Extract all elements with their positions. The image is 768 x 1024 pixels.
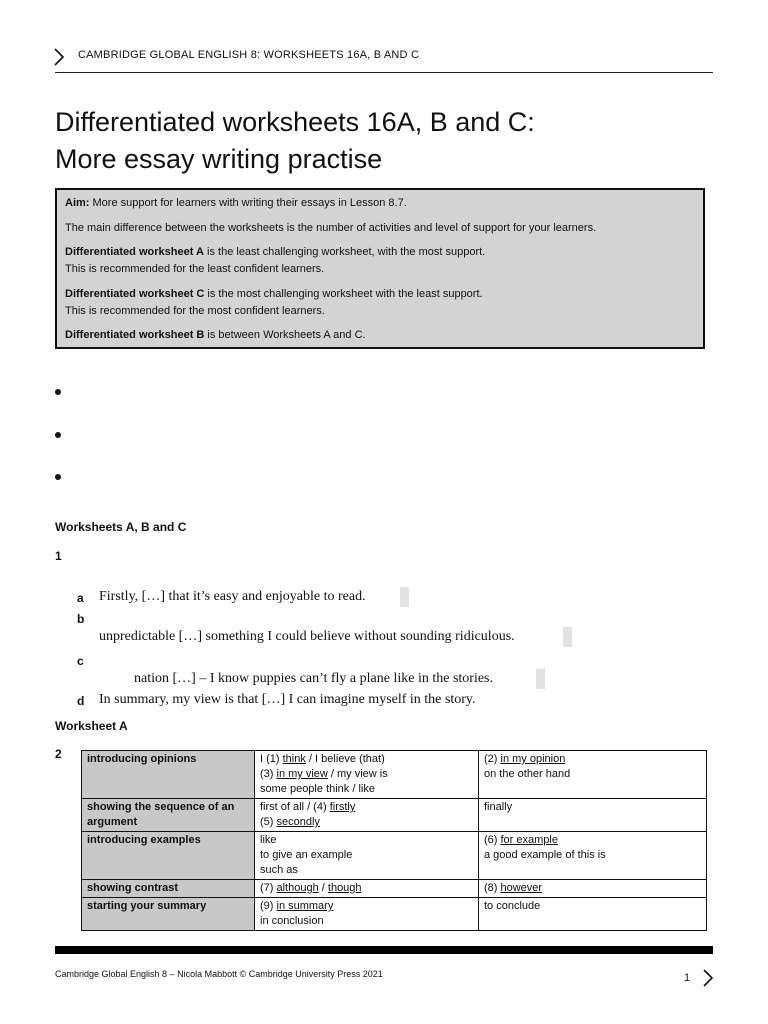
cell-text: to give an example	[260, 849, 353, 861]
phrases-cell	[255, 799, 479, 832]
answer-gap[interactable]	[536, 669, 545, 689]
aim-line: Aim: More support for learners with writing their essays in Lesson 8.7.	[65, 197, 407, 209]
cell-text: in conclusion	[260, 915, 324, 927]
title-line-2: More essay writing practise	[55, 144, 383, 174]
answer-text: in my view	[276, 768, 328, 780]
item-text: nation […] – I know puppies can’t fly a plane like in the stories.	[134, 671, 493, 686]
cell-line	[484, 833, 701, 848]
cell-text: like	[260, 834, 277, 846]
item-letter: b	[77, 612, 85, 626]
cell-text: (5)	[260, 816, 277, 828]
footer-bar	[55, 946, 713, 954]
phrases-cell	[255, 832, 479, 880]
page-number: 1	[684, 972, 691, 984]
table-row	[82, 751, 707, 799]
item-letter: c	[77, 654, 84, 668]
phrases-cell	[479, 751, 707, 799]
item-text: In summary, my view is that […] I can imagine myself in the story.	[99, 692, 476, 707]
cell-text: / I believe (that)	[305, 753, 385, 765]
footer-credit: Cambridge Global English 8 – Nicola Mabbott © Cambridge University Press 2021	[55, 969, 383, 979]
bullet-point	[55, 474, 61, 480]
category-cell: introducing opinions	[82, 751, 255, 799]
answer-text: think	[282, 753, 306, 765]
answer-text: although	[276, 882, 319, 894]
cell-line	[484, 752, 701, 767]
table-row	[82, 799, 707, 832]
discourse-markers-table	[81, 750, 707, 931]
category-cell: showing contrast	[82, 880, 255, 898]
cell-line	[260, 863, 473, 878]
cell-line	[260, 815, 473, 830]
aim-box	[55, 188, 705, 349]
cell-line	[484, 848, 701, 863]
answer-text: however	[500, 882, 543, 894]
cell-text: /	[318, 882, 328, 894]
cell-line	[260, 782, 473, 797]
section-heading: Worksheet A	[55, 719, 128, 733]
chevron-right-icon[interactable]	[702, 969, 714, 987]
worksheet-c-line: Differentiated worksheet C is the most challenging worksheet with the least support.	[65, 288, 483, 300]
answer-text: firstly	[329, 801, 356, 813]
cell-text: (7)	[260, 882, 277, 894]
cell-text: some people think / like	[260, 783, 375, 795]
cell-text: to conclude	[484, 900, 541, 912]
phrases-cell	[255, 880, 479, 898]
cell-text: such as	[260, 864, 298, 876]
item-text: unpredictable […] something I could believe without sounding ridiculous.	[99, 629, 515, 644]
phrases-cell	[479, 799, 707, 832]
cell-text: first of all / (4)	[260, 801, 330, 813]
cell-line	[260, 914, 473, 929]
exercise-number: 2	[55, 747, 62, 761]
phrases-cell	[479, 898, 707, 931]
cell-line	[260, 881, 473, 896]
cell-text: on the other hand	[484, 768, 571, 780]
bullet-point	[55, 432, 61, 438]
cell-line	[260, 767, 473, 782]
item-letter: d	[77, 694, 85, 708]
answer-text: secondly	[276, 816, 320, 828]
cell-line	[260, 752, 473, 767]
answer-gap[interactable]	[563, 627, 572, 647]
cell-text: (9)	[260, 900, 277, 912]
table-row	[82, 832, 707, 880]
bullet-point	[55, 389, 61, 395]
answer-gap[interactable]	[400, 587, 409, 607]
exercise-number: 1	[55, 549, 62, 563]
chevron-right-icon	[52, 48, 66, 66]
cell-text: (3)	[260, 768, 277, 780]
phrases-cell	[255, 751, 479, 799]
phrases-cell	[479, 832, 707, 880]
page-title	[55, 104, 535, 178]
cell-line	[260, 899, 473, 914]
worksheet-b-line: Differentiated worksheet B is between Worksheets A and C.	[65, 329, 366, 341]
cell-line	[484, 767, 701, 782]
cell-text: (2)	[484, 753, 501, 765]
worksheet-c-recommendation: This is recommended for the most confident learners.	[65, 305, 325, 317]
table-row	[82, 880, 707, 898]
category-cell: introducing examples	[82, 832, 255, 880]
difference-line: The main difference between the worksheets is the number of activities and level of support for your learners.	[65, 222, 597, 234]
cell-line	[260, 848, 473, 863]
item-text: Firstly, […] that it’s easy and enjoyable to read.	[99, 589, 366, 604]
cell-text: finally	[484, 801, 513, 813]
answer-text: in my opinion	[500, 753, 566, 765]
category-cell: showing the sequence of an argument	[82, 799, 255, 832]
cell-line	[484, 881, 701, 896]
answer-text: though	[327, 882, 362, 894]
cell-text: (6)	[484, 834, 501, 846]
cell-text: I (1)	[260, 753, 283, 765]
running-header: CAMBRIDGE GLOBAL ENGLISH 8: WORKSHEETS 16A, B AND C	[78, 49, 420, 61]
cell-line	[260, 800, 473, 815]
category-cell: starting your summary	[82, 898, 255, 931]
header-divider	[55, 72, 713, 73]
worksheet-a-recommendation: This is recommended for the least confident learners.	[65, 263, 325, 275]
phrases-cell	[479, 880, 707, 898]
item-letter: a	[77, 591, 84, 605]
cell-text: / my view is	[327, 768, 388, 780]
phrases-cell	[255, 898, 479, 931]
cell-line	[484, 899, 701, 914]
section-heading: Worksheets A, B and C	[55, 520, 187, 534]
cell-line	[260, 833, 473, 848]
answer-text: for example	[500, 834, 558, 846]
table-row	[82, 898, 707, 931]
cell-line	[484, 800, 701, 815]
title-line-1: Differentiated worksheets 16A, B and C:	[55, 107, 535, 137]
answer-text: in summary	[276, 900, 334, 912]
worksheet-a-line: Differentiated worksheet A is the least challenging worksheet, with the most support.	[65, 246, 486, 258]
cell-text: a good example of this is	[484, 849, 606, 861]
cell-text: (8)	[484, 882, 501, 894]
